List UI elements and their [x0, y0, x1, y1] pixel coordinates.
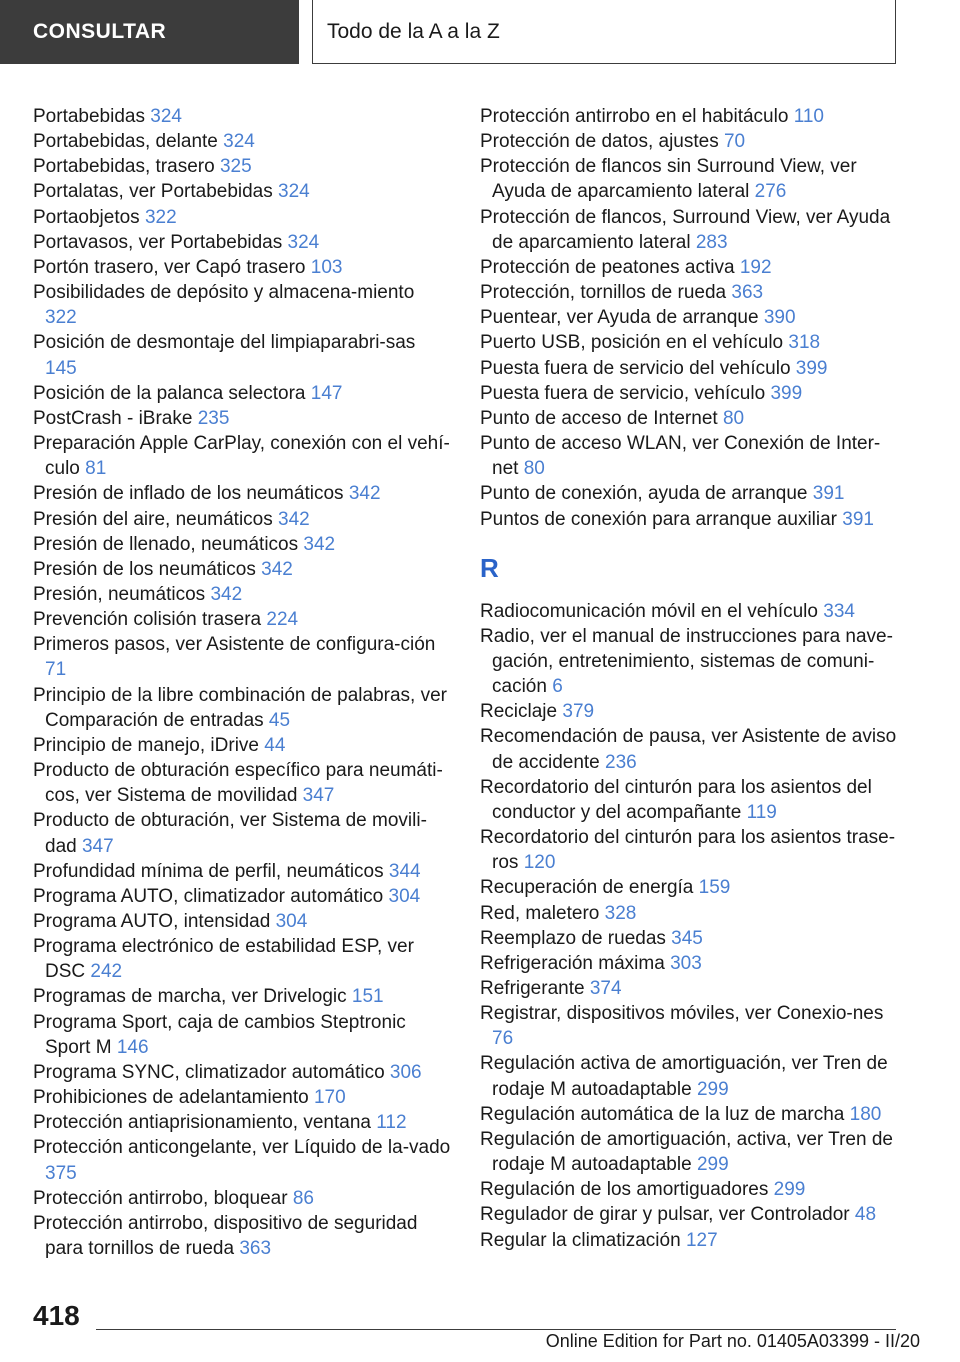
index-entry	[480, 1127, 900, 1177]
index-entry	[33, 532, 451, 557]
index-entry	[33, 758, 451, 808]
index-entry-page-link[interactable]: 45	[268, 709, 291, 731]
index-entry-term: Puesta fuera de servicio, vehículo	[480, 382, 766, 404]
footer-edition-text: Online Edition for Part no. 01405A03399 - II/20	[545, 1331, 920, 1351]
index-entry-term: Programa electrónico de estabilidad ESP, ver DSC	[33, 936, 414, 983]
index-entry	[33, 381, 451, 406]
index-entry	[33, 884, 451, 909]
index-entry-term: Protección anticongelante, ver Líquido de la-vado	[33, 1137, 451, 1159]
index-entry-page-link[interactable]: 299	[696, 1078, 729, 1100]
index-entry-term: Protección antiaprisionamiento, ventana	[33, 1112, 371, 1134]
index-entry	[480, 901, 900, 926]
index-entry	[33, 808, 451, 858]
index-entry-term: Red, maletero	[480, 902, 600, 924]
index-entry-term: Reciclaje	[480, 701, 558, 723]
index-entry-page-link[interactable]: 347	[81, 835, 114, 857]
index-entry-term: Portón trasero, ver Capó trasero	[33, 256, 306, 278]
index-entry-page-link[interactable]: 110	[793, 106, 824, 127]
index-entry-page-link[interactable]: 399	[795, 357, 828, 379]
section-tab[interactable]	[0, 0, 299, 64]
index-entry-term: Punto de acceso de Internet	[480, 407, 718, 429]
index-entry	[480, 1001, 900, 1051]
section-tab-label: CONSULTAR	[33, 20, 167, 43]
index-entry	[480, 280, 900, 305]
index-entry-term: Posición de la palanca selectora	[33, 382, 306, 404]
index-entry-term: Portaobjetos	[33, 206, 140, 228]
index-entry-page-link[interactable]: 80	[722, 407, 745, 429]
index-entry-term: Portalatas, ver Portabebidas	[33, 181, 273, 203]
index-entry-term: Refrigeración máxima	[480, 952, 665, 974]
index-entry-page-link[interactable]: 322	[45, 307, 77, 329]
index-entry	[33, 1085, 451, 1110]
index-entry-page-link[interactable]: 363	[239, 1238, 272, 1260]
index-entry	[480, 129, 900, 154]
index-entry-term: Producto de obturación específico para neumáti-cos, ver Sistema de movilidad	[33, 760, 443, 807]
index-entry-term: Profundidad mínima de perfil, neumáticos	[33, 860, 384, 882]
index-entry-page-link[interactable]: 6	[552, 676, 563, 698]
index-entry	[480, 1228, 900, 1253]
footer-divider	[96, 1329, 896, 1330]
index-entry-term: Principio de manejo, iDrive	[33, 734, 259, 756]
index-entry	[480, 481, 900, 506]
index-entry-page-link[interactable]: 342	[278, 508, 310, 530]
index-entry-page-link[interactable]: 159	[698, 877, 731, 899]
index-entry	[33, 1186, 451, 1211]
index-group-p	[480, 104, 900, 532]
index-entry-page-link[interactable]: 81	[85, 458, 107, 480]
index-entry-page-link[interactable]: 379	[562, 701, 595, 723]
index-entry-term: Portabebidas, delante	[33, 131, 218, 153]
index-entry-page-link[interactable]: 170	[313, 1087, 346, 1109]
index-entry-term: Puesta fuera de servicio del vehículo	[480, 357, 791, 379]
index-entry-page-link[interactable]: 192	[739, 256, 772, 278]
index-entry	[480, 825, 900, 875]
index-entry	[480, 624, 900, 699]
index-entry	[33, 683, 451, 733]
index-entry-term: Portabebidas, trasero	[33, 156, 215, 178]
index-entry	[33, 1010, 451, 1060]
index-entry-term: Puntos de conexión para arranque auxiliar	[480, 508, 838, 530]
index-entry-page-link[interactable]: 304	[275, 911, 308, 932]
index-entry	[480, 1202, 900, 1227]
index-entry-page-link[interactable]: 236	[605, 751, 637, 773]
index-entry	[480, 699, 900, 724]
index-entry	[480, 1051, 900, 1101]
index-entry-page-link[interactable]: 276	[754, 181, 787, 203]
index-entry-term: Refrigerante	[480, 978, 585, 999]
index-entry	[33, 582, 451, 607]
index-column-right	[480, 104, 900, 1253]
index-entry	[480, 1177, 900, 1202]
index-entry	[480, 951, 900, 976]
index-entry-term: Radiocomunicación móvil en el vehículo	[480, 600, 818, 622]
index-entry-term: Recomendación de pausa, ver Asistente de aviso de accidente	[480, 726, 897, 773]
index-entry-term: Regulación de los amortiguadores	[480, 1179, 769, 1201]
index-entry-term: Principio de la libre combinación de palabras, ver Comparación de entradas	[33, 684, 448, 731]
index-entry-term: Presión, neumáticos	[33, 583, 206, 605]
index-entry-term: Primeros pasos, ver Asistente de configura-ción	[33, 634, 436, 656]
index-entry	[480, 205, 900, 255]
index-entry	[33, 179, 451, 204]
index-entry-page-link[interactable]: 224	[266, 609, 299, 631]
index-entry	[33, 909, 451, 934]
index-entry-term: Programa AUTO, intensidad	[33, 911, 271, 932]
index-entry-page-link[interactable]: 303	[670, 952, 702, 974]
index-entry-term: Regulación automática de la luz de marcha	[480, 1103, 845, 1125]
index-entry	[33, 431, 451, 481]
index-entry	[33, 280, 451, 330]
index-entry-page-link[interactable]: 318	[788, 332, 821, 354]
index-entry-page-link[interactable]: 322	[144, 206, 177, 228]
index-entry	[33, 154, 451, 179]
index-entry	[480, 724, 900, 774]
index-entry-term: Puentear, ver Ayuda de arranque	[480, 307, 759, 329]
index-entry-term: Presión de inflado de los neumáticos	[33, 483, 344, 505]
index-entry-term: Regular la climatización	[480, 1229, 681, 1251]
index-entry-page-link[interactable]: 391	[812, 483, 845, 505]
index-entry	[33, 1110, 451, 1135]
index-entry-page-link[interactable]: 299	[696, 1154, 729, 1176]
index-entry-page-link[interactable]: 180	[849, 1103, 882, 1125]
index-entry	[480, 431, 900, 481]
index-entry	[480, 926, 900, 951]
index-entry-page-link[interactable]: 345	[671, 927, 703, 949]
index-entry-page-link[interactable]: 76	[492, 1028, 514, 1050]
index-entry	[480, 406, 900, 431]
index-entry-page-link[interactable]: 324	[223, 131, 255, 153]
index-entry-page-link[interactable]: 344	[388, 860, 421, 882]
index-entry-term: Posición de desmontaje del limpiaparabri-sas	[33, 332, 416, 354]
index-entry-term: Presión de los neumáticos	[33, 558, 256, 580]
index-entry-page-link[interactable]: 306	[389, 1061, 422, 1083]
index-entry	[480, 305, 900, 330]
index-entry	[480, 104, 900, 129]
index-entry-page-link[interactable]: 324	[278, 181, 310, 203]
index-entry	[33, 557, 451, 582]
index-entry-term: Portavasos, ver Portabebidas	[33, 231, 283, 253]
index-entry	[33, 129, 451, 154]
index-entry-term: Protección antirrobo en el habitáculo	[480, 106, 789, 127]
index-entry-term: Portabebidas	[33, 106, 145, 127]
index-entry-page-link[interactable]: 235	[197, 407, 230, 429]
index-entry	[480, 599, 900, 624]
index-entry-page-link[interactable]: 283	[695, 231, 728, 253]
index-entry-page-link[interactable]: 103	[310, 256, 343, 278]
index-entry-term: Programa Sport, caja de cambios Steptronic Sport M	[33, 1011, 406, 1058]
index-entry-term: Protección de flancos, Surround View, ver Ayuda de aparcamiento lateral	[480, 206, 891, 253]
index-entry-term: Prevención colisión trasera	[33, 609, 262, 631]
index-entry-page-link[interactable]: 71	[45, 659, 67, 681]
index-entry-term: Recordatorio del cinturón para los asientos trase-ros	[480, 827, 896, 874]
index-entry	[33, 1135, 451, 1185]
index-entry-page-link[interactable]: 347	[302, 785, 335, 807]
index-entry-term: Recordatorio del cinturón para los asientos del conductor y del acompañante	[480, 776, 872, 823]
index-entry-page-link[interactable]: 342	[261, 558, 293, 580]
index-entry-term: Protección de flancos sin Surround View, ver Ayuda de aparcamiento lateral	[480, 156, 857, 203]
index-entry	[33, 481, 451, 506]
index-entry-page-link[interactable]: 242	[90, 961, 123, 983]
index-entry-term: Programa SYNC, climatizador automático	[33, 1061, 385, 1083]
index-entry-term: Protección de datos, ajustes	[480, 131, 719, 153]
index-entry-page-link[interactable]: 334	[823, 600, 855, 622]
index-entry-page-link[interactable]: 390	[763, 307, 796, 329]
index-entry-term: Regulación activa de amortiguación, ver Tren de rodaje M autoadaptable	[480, 1053, 888, 1100]
index-entry-term: Registrar, dispositivos móviles, ver Conexio-nes	[480, 1003, 884, 1025]
index-entry-page-link[interactable]: 70	[723, 131, 746, 153]
chapter-tab[interactable]	[312, 0, 896, 64]
index-entry-page-link[interactable]: 374	[589, 978, 622, 999]
index-entry-term: Punto de acceso WLAN, ver Conexión de Inter-net	[480, 433, 881, 480]
index-entry-page-link[interactable]: 112	[376, 1112, 407, 1134]
page-header	[0, 0, 960, 66]
index-entry-page-link[interactable]: 145	[45, 357, 77, 379]
index-entry-page-link[interactable]: 363	[731, 282, 764, 304]
index-entry	[33, 632, 451, 682]
index-entry-page-link[interactable]: 120	[523, 852, 556, 874]
index-entry	[480, 976, 900, 1001]
index-entry	[33, 330, 451, 380]
index-entry-page-link[interactable]: 147	[310, 382, 343, 404]
index-entry-term: Presión de llenado, neumáticos	[33, 533, 299, 555]
index-group-r	[480, 599, 900, 1253]
index-entry-term: Protección antirrobo, dispositivo de seguridad para tornillos de rueda	[33, 1212, 418, 1260]
index-entry	[480, 154, 900, 204]
index-entry-page-link[interactable]: 48	[854, 1204, 877, 1226]
index-entry-page-link[interactable]: 342	[348, 483, 381, 505]
index-entry	[480, 1102, 900, 1127]
index-entry-page-link[interactable]: 399	[770, 382, 803, 404]
index-entry	[480, 381, 900, 406]
index-entry	[480, 356, 900, 381]
index-entry	[33, 859, 451, 884]
index-entry-page-link[interactable]: 391	[842, 508, 874, 530]
index-entry-page-link[interactable]: 80	[523, 458, 545, 480]
index-entry-term: Protección antirrobo, bloquear	[33, 1187, 288, 1209]
index-entry	[33, 255, 451, 280]
index-entry-term: Radio, ver el manual de instrucciones para nave-gación, entretenimiento, sistemas de comuni-cación	[480, 625, 893, 698]
index-entry-term: Recuperación de energía	[480, 877, 694, 899]
index-entry-term: Protección de peatones activa	[480, 256, 735, 278]
chapter-tab-label: Todo de la A a la Z	[327, 19, 500, 43]
index-entry	[33, 104, 451, 129]
index-entry-term: Presión del aire, neumáticos	[33, 508, 273, 530]
index-entry	[33, 230, 451, 255]
index-entry-page-link[interactable]: 44	[264, 734, 286, 756]
index-entry-page-link[interactable]: 375	[45, 1162, 77, 1184]
index-entry-page-link[interactable]: 119	[746, 801, 777, 823]
index-entry-page-link[interactable]: 328	[604, 902, 637, 924]
index-entry-page-link[interactable]: 342	[210, 583, 243, 605]
index-entry-page-link[interactable]: 325	[219, 156, 252, 178]
index-entry-term: Preparación Apple CarPlay, conexión con el vehí-culo	[33, 433, 450, 480]
index-entry	[33, 934, 451, 984]
page-number: 418	[33, 1300, 80, 1331]
index-entry	[33, 1060, 451, 1085]
index-entry-term: Programa AUTO, climatizador automático	[33, 885, 384, 907]
index-entry-page-link[interactable]: 299	[773, 1179, 806, 1201]
index-entry	[480, 775, 900, 825]
index-entry-term: Regulador de girar y pulsar, ver Controlador	[480, 1204, 850, 1226]
index-entry	[33, 406, 451, 431]
index-entry-page-link[interactable]: 324	[150, 106, 182, 127]
index-entry-term: Puerto USB, posición en el vehículo	[480, 332, 784, 354]
index-entry-page-link[interactable]: 86	[292, 1187, 314, 1209]
index-entry-page-link[interactable]: 127	[685, 1229, 718, 1251]
index-entry-term: Producto de obturación, ver Sistema de movili-dad	[33, 810, 427, 857]
index-entry-page-link[interactable]: 151	[351, 986, 384, 1008]
index-entry-term: Posibilidades de depósito y almacena-miento	[33, 282, 415, 304]
index-entry-term: Programas de marcha, ver Drivelogic	[33, 986, 347, 1008]
index-entry-term: Prohibiciones de adelantamiento	[33, 1087, 309, 1109]
index-entry	[480, 507, 900, 532]
index-entry-term: Regulación de amortiguación, activa, ver Tren de rodaje M autoadaptable	[480, 1128, 893, 1176]
index-entry	[33, 507, 451, 532]
index-entry-page-link[interactable]: 342	[303, 533, 336, 555]
index-entry	[480, 875, 900, 900]
index-entry	[33, 607, 451, 632]
index-entry-page-link[interactable]: 146	[116, 1036, 149, 1058]
index-entry-term: Punto de conexión, ayuda de arranque	[480, 483, 808, 505]
index-entry-page-link[interactable]: 304	[388, 885, 421, 907]
index-entry	[480, 255, 900, 280]
index-entry	[33, 984, 451, 1009]
index-entry	[33, 1211, 451, 1261]
index-entry-page-link[interactable]: 324	[287, 231, 320, 253]
index-entry	[33, 733, 451, 758]
index-entry-term: Protección, tornillos de rueda	[480, 282, 727, 304]
index-entry	[480, 330, 900, 355]
section-letter-heading: R	[480, 552, 499, 583]
index-entry-term: PostCrash - iBrake	[33, 407, 193, 429]
index-column-left	[33, 104, 451, 1261]
index-entry-term: Reemplazo de ruedas	[480, 927, 666, 949]
index-entry	[33, 205, 451, 230]
